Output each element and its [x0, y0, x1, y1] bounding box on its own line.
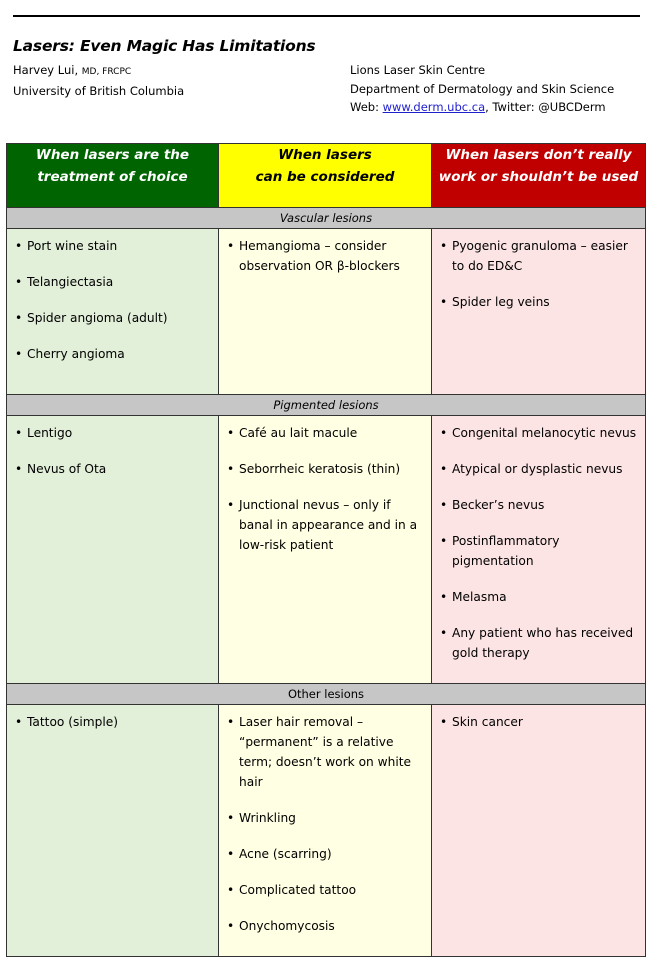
bullet-list [432, 229, 645, 332]
list-item: • Lentigo [15, 423, 212, 443]
cell-considered-other [219, 705, 432, 957]
list-item: • Skin cancer [440, 712, 639, 732]
column-header-not-used [432, 144, 646, 208]
bullet-list [7, 705, 218, 752]
column-header-line: When lasers don’t really [445, 147, 632, 163]
list-item: • Complicated tattoo [227, 880, 425, 900]
contact-line [350, 98, 614, 117]
bullet-list [7, 416, 218, 499]
author-block [13, 61, 184, 100]
affiliation-block [350, 61, 614, 117]
content-row-pigmented [7, 416, 646, 684]
list-item: • Junctional nevus – only if banal in appearance and in a low-risk patient [227, 495, 425, 555]
list-item: • Atypical or dysplastic nevus [440, 459, 639, 479]
column-header-line: work or shouldn’t be used [438, 169, 639, 185]
cell-not-used-other [432, 705, 646, 957]
laser-indications-table [6, 143, 646, 957]
list-item: • Pyogenic granuloma – easier to do ED&C [440, 236, 639, 276]
header-row [7, 144, 646, 208]
bullet-list [432, 705, 645, 752]
section-title-pigmented: Pigmented lesions [7, 395, 646, 416]
author-name: Harvey Lui, [13, 63, 82, 77]
section-row-other [7, 684, 646, 705]
list-item: • Port wine stain [15, 236, 212, 256]
list-item: • Spider angioma (adult) [15, 308, 212, 328]
section-row-vascular [7, 208, 646, 229]
list-item: • Laser hair removal – “permanent” is a relative term; doesn’t work on white hair [227, 712, 425, 792]
list-item: • Seborrheic keratosis (thin) [227, 459, 425, 479]
list-item: • Postinflammatory pigmentation [440, 531, 639, 571]
cell-choice-other [7, 705, 219, 957]
page-title: Lasers: Even Magic Has Limitations [13, 37, 316, 55]
list-item: • Telangiectasia [15, 272, 212, 292]
section-title-vascular: Vascular lesions [7, 208, 646, 229]
list-item: • Nevus of Ota [15, 459, 212, 479]
column-header-line: can be considered [255, 169, 395, 185]
list-item: • Becker’s nevus [440, 495, 639, 515]
bullet-list [219, 416, 431, 575]
column-header-line: When lasers [278, 147, 372, 163]
list-item: • Melasma [440, 587, 639, 607]
bullet-list [7, 229, 218, 384]
list-item: • Acne (scarring) [227, 844, 425, 864]
university: University of British Columbia [13, 83, 185, 98]
content-row-vascular [7, 229, 646, 395]
list-item: • Hemangioma – consider observation OR β-blockers [227, 236, 425, 276]
centre-name: Lions Laser Skin Centre [350, 63, 486, 77]
web-label: Web: [350, 100, 383, 114]
list-item: • Wrinkling [227, 808, 425, 828]
list-item: • Tattoo (simple) [15, 712, 212, 732]
bullet-list [219, 229, 431, 296]
cell-not-used-pigmented [432, 416, 646, 684]
cell-not-used-vascular [432, 229, 646, 395]
content-row-other [7, 705, 646, 957]
column-header-line: treatment of choice [37, 169, 188, 185]
list-item: • Café au lait macule [227, 423, 425, 443]
cell-choice-vascular [7, 229, 219, 395]
bullet-list [219, 705, 431, 956]
section-row-pigmented [7, 395, 646, 416]
column-header-treatment-of-choice [7, 144, 219, 208]
list-item: • Spider leg veins [440, 292, 639, 312]
twitter-handle: , Twitter: @UBCDerm [485, 100, 606, 114]
list-item: • Any patient who has received gold therapy [440, 623, 639, 663]
web-link[interactable]: www.derm.ubc.ca [382, 100, 486, 114]
department-name: Department of Dermatology and Skin Science [350, 81, 615, 96]
section-title-other: Other lesions [7, 684, 646, 705]
author-credentials: MD, FRCPC [81, 67, 132, 77]
cell-considered-pigmented [219, 416, 432, 684]
column-header-considered [219, 144, 432, 208]
list-item: • Onychomycosis [227, 916, 425, 936]
author-line [13, 61, 184, 82]
list-item: • Cherry angioma [15, 344, 212, 364]
cell-choice-pigmented [7, 416, 219, 684]
top-rule [13, 15, 640, 17]
cell-considered-vascular [219, 229, 432, 395]
column-header-line: When lasers are the [35, 147, 190, 163]
list-item: • Congenital melanocytic nevus [440, 423, 639, 443]
bullet-list [432, 416, 645, 683]
